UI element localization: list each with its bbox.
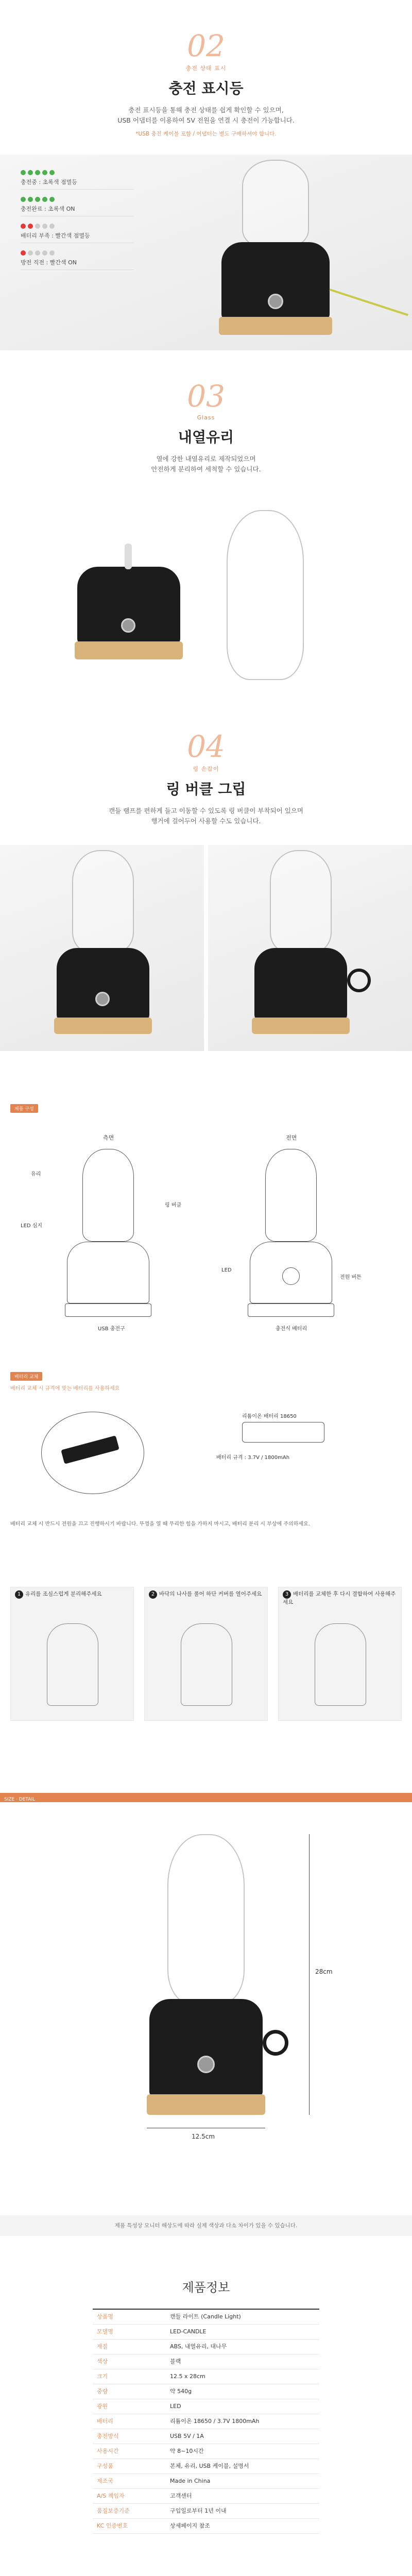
step-number: 2 xyxy=(149,1590,157,1599)
legend-divider xyxy=(21,269,134,270)
battery-warning: 배터리 교체 시 반드시 전원을 끄고 진행하시기 바랍니다. 뚜껑을 열 때 무리한 힘을 가하지 마시고, 배터리 분리 시 부상에 주의하세요. xyxy=(10,1521,310,1527)
section-divider-bar xyxy=(0,1793,412,1802)
section-note: *USB 충전 케이블 포함 / 어댑터는 별도 구매하셔야 합니다. xyxy=(135,131,277,137)
step-number: 1 xyxy=(15,1590,23,1599)
glass-chimney xyxy=(270,850,332,953)
legend-label: 배터리 부족 : 빨간색 점멸등 xyxy=(21,232,90,239)
step-title xyxy=(279,1587,401,1609)
spec-row xyxy=(93,2474,319,2489)
step-illustration xyxy=(47,1623,98,1706)
section-number: 04 xyxy=(187,729,225,764)
power-knob xyxy=(95,992,110,1006)
step-text: 유리를 조심스럽게 분리해주세요 xyxy=(25,1591,102,1597)
label-led: LED xyxy=(221,1267,232,1273)
spec-key: 크기 xyxy=(97,2373,108,2380)
spec-key: 광원 xyxy=(97,2403,108,2410)
led-indicator-dots xyxy=(21,170,55,175)
section-ring xyxy=(0,729,412,826)
step-card xyxy=(278,1587,402,1721)
spec-value: 상세페이지 참조 xyxy=(170,2522,210,2529)
spec-row xyxy=(93,2519,319,2534)
diagram-glass-outline xyxy=(82,1149,134,1242)
power-knob xyxy=(121,618,135,633)
diagram-glass-outline-front xyxy=(265,1149,317,1242)
section-subtitle: Glass xyxy=(197,414,215,421)
glass-photo xyxy=(0,495,412,711)
lamp-body xyxy=(149,1999,263,2097)
step-number: 3 xyxy=(283,1590,291,1599)
ring-buckle xyxy=(347,969,371,992)
spec-key: 제조국 xyxy=(97,2478,113,2484)
step-title xyxy=(11,1587,133,1602)
lamp-body xyxy=(254,948,347,1020)
spec-key: 색상 xyxy=(97,2358,108,2365)
led-dot xyxy=(35,197,40,202)
spec-key: 배터리 xyxy=(97,2418,113,2425)
power-knob xyxy=(268,294,283,309)
spec-key: KC 인증번호 xyxy=(97,2522,128,2529)
section-number: 03 xyxy=(187,379,225,414)
ring-buckle xyxy=(263,2030,288,2056)
spec-value: 고객센터 xyxy=(170,2493,192,2499)
diagram-button xyxy=(282,1267,300,1285)
led-dot xyxy=(28,197,33,202)
glass-chimney xyxy=(167,1834,245,2004)
section-title: 충전 표시등 xyxy=(168,80,244,97)
legend-row xyxy=(21,170,144,190)
power-knob xyxy=(197,2056,215,2073)
led-indicator-dots xyxy=(21,224,55,229)
notice-text: 제품 특성상 모니터 해상도에 따라 실제 색상과 다소 차이가 있을 수 있습니다. xyxy=(114,2223,298,2229)
led-dot xyxy=(49,170,55,175)
step-text: 배터리를 교체한 후 다시 결합하여 사용해주세요 xyxy=(283,1591,396,1605)
step-card xyxy=(144,1587,268,1721)
ring-photo-right xyxy=(208,845,412,1051)
spec-title: 제품정보 xyxy=(182,2280,230,2295)
bamboo-base xyxy=(75,641,183,659)
battery-cell-label: 리튬이온 배터리 18650 xyxy=(242,1414,297,1419)
legend-row xyxy=(21,197,144,216)
lamp-body xyxy=(57,948,149,1020)
section-number: 02 xyxy=(187,28,225,63)
spec-key: 구성품 xyxy=(97,2463,113,2469)
spec-row xyxy=(93,2504,319,2519)
glass-chimney xyxy=(227,510,304,680)
led-wick xyxy=(125,544,132,569)
size-photo xyxy=(0,1814,412,2174)
component-diagram xyxy=(0,1103,412,1350)
led-dot xyxy=(35,170,40,175)
section-glass xyxy=(0,381,412,474)
height-label: 28cm xyxy=(315,1968,333,1975)
legend-label: 방전 직전 : 빨간색 ON xyxy=(21,259,77,266)
spec-key: 충전방식 xyxy=(97,2433,119,2439)
spec-key: 재질 xyxy=(97,2343,108,2350)
desc-line: USB 어댑터를 이용하여 5V 전원을 연결 시 충전이 가능합니다. xyxy=(117,116,295,124)
diagram-tag: 제품 구성 xyxy=(10,1104,38,1113)
spec-value: Made in China xyxy=(170,2478,211,2484)
spec-row xyxy=(93,2459,319,2474)
replacement-steps xyxy=(0,1587,412,1741)
charge-legend xyxy=(21,170,144,277)
battery-tag: 배터리 교체 xyxy=(10,1372,42,1381)
led-dot xyxy=(21,224,26,229)
label-ring: 링 버클 xyxy=(165,1202,182,1208)
led-dot xyxy=(42,224,47,229)
bamboo-base xyxy=(219,317,332,335)
led-dot xyxy=(49,224,55,229)
spec-key: 품질보증기준 xyxy=(97,2507,130,2514)
led-dot xyxy=(35,224,40,229)
usb-cable xyxy=(329,289,408,316)
section-desc xyxy=(0,454,412,474)
charge-photo xyxy=(0,155,412,350)
legend-row xyxy=(21,250,144,270)
led-dot xyxy=(21,250,26,256)
spec-row xyxy=(93,2340,319,2354)
spec-row xyxy=(93,2354,319,2369)
spec-value: 약 540g xyxy=(170,2388,192,2395)
notice-banner xyxy=(0,2215,412,2236)
legend-label: 충전중 : 초록색 점멸등 xyxy=(21,179,77,185)
label-side: 측면 xyxy=(103,1134,114,1141)
spec-value: 캔들 라이트 (Candle Light) xyxy=(170,2313,241,2320)
bamboo-base xyxy=(54,1018,152,1034)
glass-chimney xyxy=(72,850,134,953)
diagram-body-outline xyxy=(67,1242,149,1303)
spec-key: 중량 xyxy=(97,2388,108,2395)
led-dot xyxy=(28,250,33,256)
led-dot xyxy=(21,197,26,202)
legend-divider xyxy=(21,189,134,190)
section-charge xyxy=(0,28,412,138)
desc-line: 행거에 걸어두어 사용할 수도 있습니다. xyxy=(151,817,261,825)
spec-value: 리튬이온 18650 / 3.7V 1800mAh xyxy=(170,2418,260,2425)
spec-row xyxy=(93,2310,319,2325)
spec-value: ABS, 내열유리, 대나무 xyxy=(170,2343,227,2350)
battery-spec: 배터리 규격 : 3.7V / 1800mAh xyxy=(216,1455,290,1461)
label-front: 전면 xyxy=(286,1134,297,1141)
led-dot xyxy=(42,250,47,256)
divider-label: SIZE · DETAIL xyxy=(4,1797,36,1802)
step-illustration xyxy=(181,1623,232,1706)
diagram-base-outline-front xyxy=(248,1303,334,1317)
bamboo-base xyxy=(147,2094,265,2115)
led-dot xyxy=(49,250,55,256)
spec-row xyxy=(93,2399,319,2414)
spec-value: 블랙 xyxy=(170,2358,181,2365)
desc-line: 캔들 램프를 편하게 들고 이동할 수 있도록 링 버클이 부착되어 있으며 xyxy=(109,807,303,815)
led-dot xyxy=(42,197,47,202)
spec-row xyxy=(93,2414,319,2429)
label-wick: LED 심지 xyxy=(21,1223,43,1229)
diagram-base-outline xyxy=(65,1303,151,1317)
label-usb: USB 충전구 xyxy=(98,1326,125,1332)
height-line xyxy=(309,1834,310,2115)
spec-section xyxy=(0,2277,412,2534)
spec-row xyxy=(93,2384,319,2399)
bamboo-base xyxy=(252,1018,350,1034)
label-button: 전원 버튼 xyxy=(340,1275,362,1280)
spec-row xyxy=(93,2489,319,2504)
spec-key: 사용시간 xyxy=(97,2448,119,2454)
desc-line: 안전하게 분리하여 세척할 수 있습니다. xyxy=(151,465,261,473)
spec-value: 약 8~10시간 xyxy=(170,2448,204,2454)
section-title: 링 버클 그립 xyxy=(166,781,246,798)
step-illustration xyxy=(315,1623,366,1706)
led-dot xyxy=(42,170,47,175)
section-desc xyxy=(0,806,412,826)
spec-value: 본체, 유리, USB 케이블, 설명서 xyxy=(170,2463,249,2469)
led-dot xyxy=(21,170,26,175)
battery-section xyxy=(0,1370,412,1577)
spec-value: 12.5 x 28cm xyxy=(170,2373,205,2380)
spec-key: A/S 책임자 xyxy=(97,2493,125,2499)
glass-chimney xyxy=(242,160,309,247)
spec-value: 구입일로부터 1년 이내 xyxy=(170,2507,227,2514)
legend-row xyxy=(21,224,144,243)
spec-value: USB 5V / 1A xyxy=(170,2433,204,2439)
spec-table xyxy=(93,2309,319,2534)
led-dot xyxy=(49,197,55,202)
section-title: 내열유리 xyxy=(178,429,234,446)
led-indicator-dots xyxy=(21,197,55,202)
step-text: 바닥의 나사를 풀어 하단 커버를 열어주세요 xyxy=(159,1591,262,1597)
led-dot xyxy=(28,224,33,229)
spec-row xyxy=(93,2444,319,2459)
led-indicator-dots xyxy=(21,250,55,256)
label-glass: 유리 xyxy=(31,1172,41,1177)
spec-key: 상품명 xyxy=(97,2313,113,2320)
spec-row xyxy=(93,2429,319,2444)
spec-key: 모델명 xyxy=(97,2328,113,2335)
spec-row xyxy=(93,2325,319,2340)
ring-photo-left xyxy=(0,845,204,1051)
step-card xyxy=(10,1587,134,1721)
section-subtitle: 링 손잡이 xyxy=(193,766,219,772)
spec-value: LED-CANDLE xyxy=(170,2328,207,2335)
label-battery: 충전식 배터리 xyxy=(276,1326,307,1332)
step-title xyxy=(145,1587,267,1602)
spec-value: LED xyxy=(170,2403,181,2410)
legend-label: 충전완료 : 초록색 ON xyxy=(21,206,75,212)
section-subtitle: 충전 상태 표시 xyxy=(185,65,227,72)
led-dot xyxy=(35,250,40,256)
desc-line: 충전 표시등을 통해 충전 상태를 쉽게 확인할 수 있으며, xyxy=(128,106,284,114)
led-dot xyxy=(28,170,33,175)
section-desc xyxy=(0,105,412,126)
spec-row xyxy=(93,2369,319,2384)
desc-line: 열에 강한 내열유리로 제작되었으며 xyxy=(156,455,256,463)
battery-drawing xyxy=(242,1422,324,1443)
width-label: 12.5cm xyxy=(192,2133,215,2140)
battery-note: 배터리 교체 시 규격에 맞는 배터리를 사용하세요 xyxy=(10,1386,120,1392)
